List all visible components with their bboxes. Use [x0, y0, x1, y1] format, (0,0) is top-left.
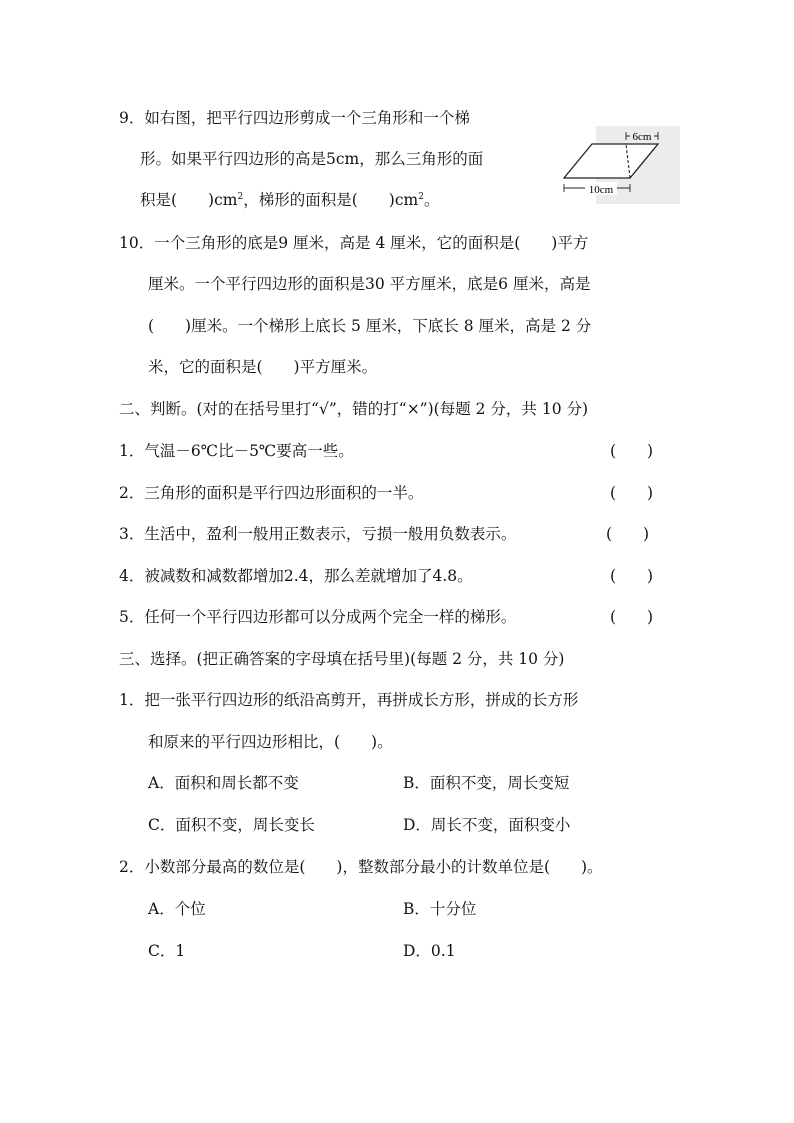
mc-q2-option-c[interactable]: C．1 [148, 942, 186, 960]
q10-line-1: 10．一个三角形的底是9 厘米，高是 4 厘米，它的面积是( )平方 [119, 234, 589, 252]
mc-q1-option-b[interactable]: B．面积不变，周长变短 [403, 774, 570, 792]
q10-line-3: ( )厘米。一个梯形上底长 5 厘米，下底长 8 厘米，高是 2 分 [148, 317, 592, 335]
top-dimension-label: 6cm [632, 131, 652, 143]
tf-item-2-text: 2．三角形的面积是平行四边形面积的一半。 [119, 484, 424, 502]
mc-q1-option-a[interactable]: A．面积和周长都不变 [148, 774, 299, 792]
tf-item-4-answer-paren[interactable]: ( ) [610, 567, 654, 585]
q9-sup-1: 2 [237, 191, 244, 202]
tf-item-5-answer-paren[interactable]: ( ) [610, 608, 654, 626]
tf-item-2-answer-paren[interactable]: ( ) [610, 484, 654, 502]
q9-sup-2: 2 [418, 191, 424, 202]
mc-q2-option-b[interactable]: B．十分位 [403, 900, 477, 918]
mc-q1-line-1: 1．把一张平行四边形的纸沿高剪开，再拼成长方形，拼成的长方形 [119, 691, 579, 709]
q10-line-4: 米，它的面积是( )平方厘米。 [148, 358, 378, 376]
tf-item-5-text: 5．任何一个平行四边形都可以分成两个完全一样的梯形。 [119, 608, 517, 626]
tf-item-4-text: 4．被减数和减数都增加2.4，那么差就增加了4.8。 [119, 567, 473, 585]
mc-q2-line-1: 2．小数部分最高的数位是( )，整数部分最小的计数单位是( )。 [119, 858, 603, 876]
tf-item-1-text: 1．气温－6℃比－5℃要高一些。 [119, 442, 354, 460]
bottom-dimension-label: 10cm [588, 184, 614, 196]
parallelogram-figure [556, 126, 680, 204]
mc-q2-option-d[interactable]: D．0.1 [403, 942, 456, 960]
section-3-heading: 三、选择。(把正确答案的字母填在括号里)(每题 2 分，共 10 分) [119, 650, 565, 668]
mc-q2-option-a[interactable]: A．个位 [148, 900, 206, 918]
q9-line-3 [140, 190, 439, 210]
mc-q1-option-d[interactable]: D．周长不变，面积变小 [403, 816, 571, 834]
q9-end-mark: 。 [423, 191, 440, 209]
mc-q1-line-2: 和原来的平行四边形相比，( )。 [148, 733, 393, 751]
q9-line-1: 9．如右图，把平行四边形剪成一个三角形和一个梯 [119, 109, 470, 127]
tf-item-3-text: 3．生活中，盈利一般用正数表示，亏损一般用负数表示。 [119, 525, 517, 543]
q9-line-2: 形。如果平行四边形的高是5cm，那么三角形的面 [140, 150, 484, 168]
q10-line-2: 厘米。一个平行四边形的面积是30 平方厘米，底是6 厘米，高是 [148, 275, 591, 293]
q9-trapezoid-area-text: ，梯形的面积是( )cm [243, 191, 419, 209]
q9-triangle-area-text: 积是( )cm [140, 191, 238, 209]
section-2-heading: 二、判断。(对的在括号里打“√”，错的打“×”)(每题 2 分，共 10 分) [119, 400, 589, 418]
tf-item-3-answer-paren[interactable]: ( ) [606, 525, 650, 543]
mc-q1-option-c[interactable]: C．面积不变，周长变长 [148, 816, 315, 834]
tf-item-1-answer-paren[interactable]: ( ) [610, 442, 654, 460]
